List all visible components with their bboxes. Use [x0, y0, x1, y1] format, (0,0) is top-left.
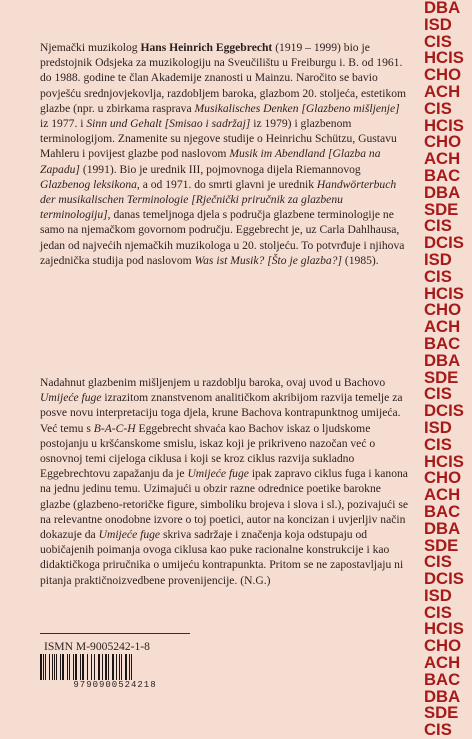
text-run: (1985). [341, 253, 379, 267]
spine-edge-line: HCIS [424, 48, 464, 68]
spine-edge-line: ISD [424, 249, 452, 269]
book-title-translation: [Rječnički priručnik za glazbenu terminologiju] [40, 193, 343, 222]
spine-edge-line: SDE [424, 703, 459, 723]
text-run: (1919 – 1999) bio je predstojnik Odsjeka za muzikologiju na Sveučilištu u Freiburgu i. B. od 1961. do 1988. godine te član Akademije znanosti u Mainzu. Naročito se bavio povješću srednjovjekovlja, razdobljem baroka, glazbom 20. stoljeća, estetikom glazbe (npr. u zbirkama rasprava [40, 41, 407, 115]
text-run: , a od 1971. do smrti glavni je urednik [136, 177, 317, 191]
spine-edge-line: ISD [424, 14, 452, 34]
isbn-label: ISMN M-9005242-1-8 [44, 640, 150, 653]
spine-edge-line: ISD [424, 585, 452, 605]
spine-edge-line: ACH [424, 81, 461, 101]
text-run: Nadahnut glazbenim mišljenjem u razdoblju baroka, ovaj uvod u Bachovo [40, 376, 386, 389]
spine-edge-line: BAC [424, 501, 461, 521]
text-run: Njemački muzikolog [40, 41, 141, 54]
spine-edge-line: DBA [424, 182, 461, 202]
spine-edge-line: SDE [424, 199, 459, 219]
book-title-translation: [Glazbeno mišljenje] [301, 101, 400, 115]
isbn-divider [40, 633, 190, 634]
book-description-paragraph [40, 375, 410, 588]
spine-edge-line: CIS [424, 552, 452, 572]
work-title: Umijeće fuge [40, 391, 102, 405]
text-run: izrazitom znanstvenom analitičkom akribijom razvija temelje za posve novu interpretaciju toga djela, krune Bachova kontrapunktnog umijeća. Već temu s [40, 391, 403, 435]
spine-edge-line: HCIS [424, 619, 464, 639]
spine-edge-text [424, 0, 472, 739]
spine-edge-line: DBA [424, 350, 461, 370]
text-run: Eggebrecht shvaća kao Bachov iskaz o ljudskome postojanju u kršćanskome smislu, iskaz koji je prikriveno nazočan već o osnovnoj temi cijeloga ciklusa i koji se kroz ciklus razvija sukladno Eggebrechtovu zapažanju da je [40, 421, 376, 481]
spine-edge-line: CHO [424, 132, 462, 152]
book-title: Handwörterbuch der musikalischen Terminologie [40, 177, 397, 207]
work-title: Umijeće fuge [187, 467, 249, 481]
spine-edge-line: ACH [424, 653, 461, 673]
barcode-digits: 9790900524218 [73, 680, 157, 690]
spine-edge-line: DCIS [424, 401, 464, 421]
book-title: Glazbenog leksikona [40, 177, 137, 191]
spine-edge-line: CIS [424, 266, 452, 286]
spine-edge-line: CHO [424, 65, 462, 85]
spine-edge-line: CHO [424, 300, 462, 320]
spine-edge-line: HCIS [424, 283, 464, 303]
spine-edge-line: BAC [424, 165, 461, 185]
barcode-bars [40, 654, 190, 680]
bach-motif: B-A-C-H [93, 421, 136, 435]
spine-edge-line: CIS [424, 434, 452, 454]
spine-edge-line: CIS [424, 720, 452, 739]
text-run: (1991). Bio je urednik III, pojmovnoga dijela Riemannovog [79, 162, 361, 176]
spine-edge-line: CHO [424, 636, 462, 656]
barcode [40, 654, 190, 690]
spine-edge-line: HCIS [424, 451, 464, 471]
book-title: Sinn und Gehalt [86, 117, 162, 131]
spine-edge-line: ACH [424, 317, 461, 337]
spine-edge-line: DBA [424, 518, 461, 538]
spine-edge-line: BAC [424, 333, 461, 353]
spine-edge-line: ACH [424, 485, 461, 505]
spine-edge-line: CIS [424, 31, 452, 51]
book-title-translation: [Smisao i sadržaj] [164, 117, 251, 131]
spine-edge-line: CIS [424, 98, 452, 118]
text-run: iz 1979) i glazbenom terminologijom. Znamenite su njegove studije o Heinrichu Schützu, Gustavu Mahleru i povijest glazbe pod naslovom [40, 117, 397, 161]
spine-edge-line: DBA [424, 0, 461, 17]
barcode-bar [132, 654, 134, 680]
spine-edge-line: CIS [424, 602, 452, 622]
spine-edge-line: ACH [424, 149, 461, 169]
text-run: , danas temeljnoga djela s područja glazbene terminologije ne samo na njemačkom govornom području. Eggebrecht je, uz Carla Dahlhausa, jedan od najvećih njemačkih muzikologa u 20. stoljeću. To potvrđuje i njihova zajednička studija pod naslovom [40, 208, 405, 267]
spine-edge-line: SDE [424, 535, 459, 555]
text-run: ipak zapravo ciklus fuga i kanona na jednu jedinu temu. Uzimajući u obzir razne odrednice poetike barokne glazbe (glazbeno-retoričke figure, simboliku brojeva i slova i sl.), pozivajući se na relevantne onodobne izvore o toj poetici, autor na koncizan i uvjerljiv način dokazuje da [40, 467, 408, 542]
author-name: Hans Heinrich Eggebrecht [140, 41, 273, 54]
spine-edge-line: CIS [424, 384, 452, 404]
book-title: Was ist Musik? [194, 253, 265, 267]
spine-edge-line: ISD [424, 417, 452, 437]
spine-edge-line: DCIS [424, 233, 464, 253]
spine-edge-line: SDE [424, 367, 459, 387]
spine-edge-line: CIS [424, 216, 452, 236]
text-run: iz 1977. i [40, 117, 87, 131]
spine-edge-line: HCIS [424, 115, 464, 135]
spine-edge-line: CHO [424, 468, 462, 488]
spine-edge-line: BAC [424, 669, 461, 689]
spine-edge-line: DBA [424, 686, 461, 706]
spine-edge-line: DCIS [424, 569, 464, 589]
text-run: skriva sadržaje i značenja koja odstupaju od uobičajenih poimanja ovoga ciklusa kao puke racionalne konstrukcije i kao didaktičkoga priručnika o umijeću kontrapunkta. Pritom se ne zapostavljaju ni pitanja praktičnoizvedbene provenijencije. (N.G.) [40, 528, 404, 587]
author-bio-paragraph [40, 40, 410, 268]
book-title-translation: [Glazba na Zapadu] [40, 147, 381, 176]
book-title: Musik im Abendland [229, 147, 326, 161]
book-title-translation: [Što je glazba?] [267, 253, 342, 267]
book-title: Musikalisches Denken [194, 101, 299, 115]
work-title: Umijeće fuge [98, 528, 161, 542]
